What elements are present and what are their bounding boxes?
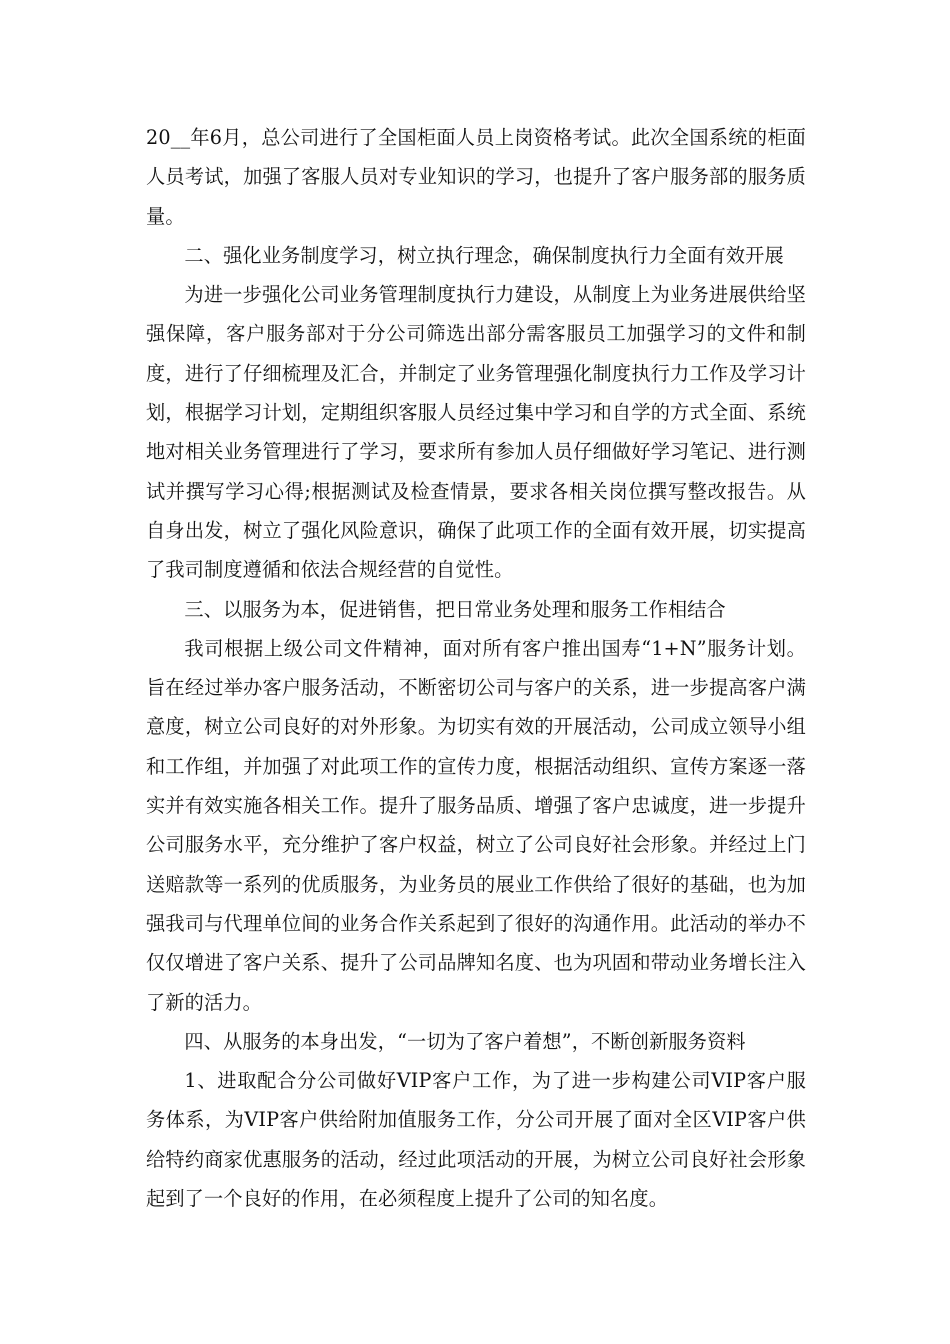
document-body xyxy=(146,118,806,1218)
section-heading-two: 二、强化业务制度学习，树立执行理念，确保制度执行力全面有效开展 xyxy=(184,243,784,267)
paragraph-vip-service: 1、进取配合分公司做好VIP客户工作，为了进一步构建公司VIP客户服务体系，为VIP客户供给附加值服务工作，分公司开展了面对全区VIP客户供给特约商家优惠服务的活动，经过此项活动的开展，为树立公司良好社会形象起到了一个良好的作用，在必须程度上提升了公司的知名度。 xyxy=(146,1069,806,1211)
paragraph-exam-summary: 20__年6月，总公司进行了全国柜面人员上岗资格考试。此次全国系统的柜面人员考试，加强了客服人员对专业知识的学习，也提升了客户服务部的服务质量。 xyxy=(146,126,806,228)
section-heading-three: 三、以服务为本，促进销售，把日常业务处理和服务工作相结合 xyxy=(184,597,726,621)
section-heading-four: 四、从服务的本身出发，“一切为了客户着想”，不断创新服务资料 xyxy=(184,1029,746,1053)
paragraph-service-plan: 我司根据上级公司文件精神，面对所有客户推出国寿“1+N”服务计划。旨在经过举办客户服务活动，不断密切公司与客户的关系，进一步提高客户满意度，树立公司良好的对外形象。为切实有效的开展活动，公司成立领导小组和工作组，并加强了对此项工作的宣传力度，根据活动组织、宣传方案逐一落实并有效实施各相关工作。提升了服务品质、增强了客户忠诚度，进一步提升公司服务水平，充分维护了客户权益，树立了公司良好社会形象。并经过上门送赔款等一系列的优质服务，为业务员的展业工作供给了很好的基础，也为加强我司与代理单位间的业务合作关系起到了很好的沟通作用。此活动的举办不仅仅增进了客户关系、提升了公司品牌知名度、也为巩固和带动业务增长注入了新的活力。 xyxy=(146,636,806,1014)
paragraph-system-learning: 为进一步强化公司业务管理制度执行力建设，从制度上为业务进展供给坚强保障，客户服务部对于分公司筛选出部分需客服员工加强学习的文件和制度，进行了仔细梳理及汇合，并制定了业务管理强化制度执行力工作及学习计划，根据学习计划，定期组织客服人员经过集中学习和自学的方式全面、系统地对相关业务管理进行了学习，要求所有参加人员仔细做好学习笔记、进行测试并撰写学习心得;根据测试及检查情景，要求各相关岗位撰写整改报告。从自身出发，树立了强化风险意识，确保了此项工作的全面有效开展，切实提高了我司制度遵循和依法合规经营的自觉性。 xyxy=(146,283,806,582)
